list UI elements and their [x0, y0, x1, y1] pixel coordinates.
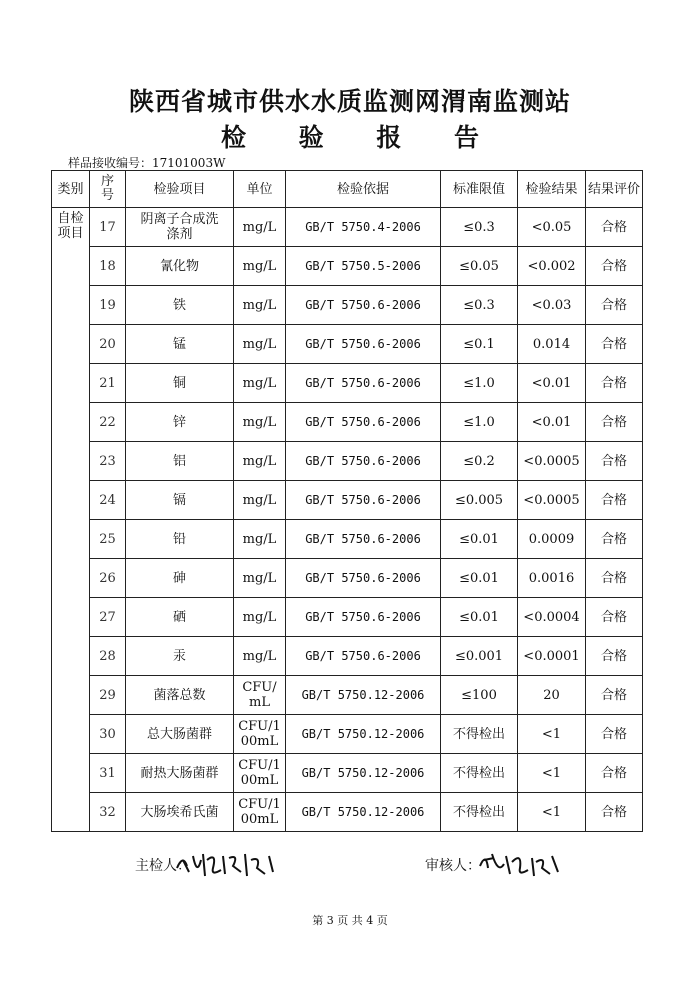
row-evaluation: 合格 — [586, 715, 643, 754]
table-row — [52, 637, 643, 676]
row-unit: CFU/100mL — [234, 715, 286, 754]
row-unit: mg/L — [234, 481, 286, 520]
row-evaluation: 合格 — [586, 325, 643, 364]
row-basis: GB/T 5750.6-2006 — [286, 403, 441, 442]
row-evaluation: 合格 — [586, 286, 643, 325]
row-limit: ≤0.2 — [441, 442, 518, 481]
row-evaluation: 合格 — [586, 676, 643, 715]
row-basis: GB/T 5750.12-2006 — [286, 676, 441, 715]
inspection-table — [51, 170, 643, 832]
row-item: 耐热大肠菌群 — [126, 754, 234, 793]
row-result: <0.05 — [518, 208, 586, 247]
table-row — [52, 481, 643, 520]
row-unit: mg/L — [234, 286, 286, 325]
row-result: <0.0004 — [518, 598, 586, 637]
table-row — [52, 598, 643, 637]
row-evaluation: 合格 — [586, 481, 643, 520]
row-item: 阴离子合成洗涤剂 — [126, 208, 234, 247]
row-item: 氰化物 — [126, 247, 234, 286]
row-item: 铅 — [126, 520, 234, 559]
row-evaluation: 合格 — [586, 403, 643, 442]
row-unit: mg/L — [234, 364, 286, 403]
report-title: 陕西省城市供水水质监测网渭南监测站 — [128, 87, 571, 116]
category-label: 自检 — [57, 211, 84, 226]
row-unit: mg/L — [234, 247, 286, 286]
row-limit: ≤0.3 — [441, 286, 518, 325]
row-basis: GB/T 5750.12-2006 — [286, 715, 441, 754]
table-row — [52, 208, 643, 247]
row-item: 铝 — [126, 442, 234, 481]
row-unit: mg/L — [234, 403, 286, 442]
row-basis: GB/T 5750.6-2006 — [286, 286, 441, 325]
row-limit: ≤1.0 — [441, 403, 518, 442]
row-number: 28 — [90, 637, 126, 676]
row-result: <0.0001 — [518, 637, 586, 676]
row-result: 20 — [518, 676, 586, 715]
row-unit: mg/L — [234, 442, 286, 481]
row-result: 0.0016 — [518, 559, 586, 598]
row-result: <0.002 — [518, 247, 586, 286]
row-basis: GB/T 5750.6-2006 — [286, 559, 441, 598]
table-row — [52, 442, 643, 481]
header-item: 检验项目 — [126, 171, 234, 208]
row-number: 30 — [90, 715, 126, 754]
row-result: 0.014 — [518, 325, 586, 364]
header-number: 序号 — [90, 171, 126, 208]
table-row — [52, 247, 643, 286]
row-number: 17 — [90, 208, 126, 247]
row-limit: ≤0.005 — [441, 481, 518, 520]
row-number: 29 — [90, 676, 126, 715]
table-row — [52, 715, 643, 754]
row-item: 菌落总数 — [126, 676, 234, 715]
category-cell — [52, 208, 90, 832]
row-limit: ≤0.1 — [441, 325, 518, 364]
row-limit: ≤1.0 — [441, 364, 518, 403]
table-row — [52, 676, 643, 715]
row-limit: ≤0.01 — [441, 520, 518, 559]
row-unit: mg/L — [234, 325, 286, 364]
row-result: <0.03 — [518, 286, 586, 325]
row-number: 25 — [90, 520, 126, 559]
row-result: 0.0009 — [518, 520, 586, 559]
row-number: 26 — [90, 559, 126, 598]
table-body — [52, 208, 643, 832]
row-result: <0.01 — [518, 364, 586, 403]
row-number: 21 — [90, 364, 126, 403]
row-limit: ≤100 — [441, 676, 518, 715]
row-number: 22 — [90, 403, 126, 442]
header-unit: 单位 — [234, 171, 286, 208]
row-unit: mg/L — [234, 559, 286, 598]
table-row — [52, 793, 643, 832]
row-number: 19 — [90, 286, 126, 325]
row-number: 27 — [90, 598, 126, 637]
row-limit: 不得检出 — [441, 793, 518, 832]
row-limit: ≤0.01 — [441, 598, 518, 637]
row-evaluation: 合格 — [586, 442, 643, 481]
row-limit: ≤0.001 — [441, 637, 518, 676]
row-basis: GB/T 5750.12-2006 — [286, 793, 441, 832]
row-unit: CFU/100mL — [234, 793, 286, 832]
row-evaluation: 合格 — [586, 247, 643, 286]
row-unit: mg/L — [234, 598, 286, 637]
header-basis: 检验依据 — [286, 171, 441, 208]
row-basis: GB/T 5750.6-2006 — [286, 364, 441, 403]
row-limit: 不得检出 — [441, 754, 518, 793]
page-number: 第 3 页 共 4 页 — [312, 914, 388, 927]
row-basis: GB/T 5750.6-2006 — [286, 442, 441, 481]
row-basis: GB/T 5750.12-2006 — [286, 754, 441, 793]
row-number: 24 — [90, 481, 126, 520]
header-limit: 标准限值 — [441, 171, 518, 208]
table-row — [52, 754, 643, 793]
row-unit: mg/L — [234, 208, 286, 247]
row-limit: ≤0.05 — [441, 247, 518, 286]
row-result: <1 — [518, 754, 586, 793]
row-item: 锰 — [126, 325, 234, 364]
row-item: 铜 — [126, 364, 234, 403]
row-basis: GB/T 5750.4-2006 — [286, 208, 441, 247]
row-basis: GB/T 5750.6-2006 — [286, 481, 441, 520]
row-result: <1 — [518, 793, 586, 832]
row-unit: mg/L — [234, 637, 286, 676]
reviewer-label: 审核人： — [425, 858, 481, 874]
row-result: <0.01 — [518, 403, 586, 442]
reviewer-signature — [476, 846, 566, 884]
table-row — [52, 403, 643, 442]
row-item: 总大肠菌群 — [126, 715, 234, 754]
row-unit: CFU/100mL — [234, 754, 286, 793]
row-number: 32 — [90, 793, 126, 832]
header-result: 检验结果 — [518, 171, 586, 208]
row-result: <0.0005 — [518, 481, 586, 520]
row-limit: ≤0.01 — [441, 559, 518, 598]
table-header-row — [52, 171, 643, 208]
row-item: 硒 — [126, 598, 234, 637]
report-subtitle: 检 验 报 告 — [220, 123, 502, 152]
header-category: 类别 — [52, 171, 90, 208]
row-result: <0.0005 — [518, 442, 586, 481]
row-item: 汞 — [126, 637, 234, 676]
row-number: 20 — [90, 325, 126, 364]
row-limit: ≤0.3 — [441, 208, 518, 247]
row-item: 镉 — [126, 481, 234, 520]
row-item: 砷 — [126, 559, 234, 598]
table-row — [52, 520, 643, 559]
row-basis: GB/T 5750.5-2006 — [286, 247, 441, 286]
row-basis: GB/T 5750.6-2006 — [286, 520, 441, 559]
row-result: <1 — [518, 715, 586, 754]
row-item: 锌 — [126, 403, 234, 442]
row-unit: CFU/mL — [234, 676, 286, 715]
row-basis: GB/T 5750.6-2006 — [286, 325, 441, 364]
category-label: 项目 — [57, 226, 84, 241]
row-number: 18 — [90, 247, 126, 286]
row-evaluation: 合格 — [586, 520, 643, 559]
row-item: 铁 — [126, 286, 234, 325]
row-basis: GB/T 5750.6-2006 — [286, 637, 441, 676]
row-evaluation: 合格 — [586, 598, 643, 637]
row-evaluation: 合格 — [586, 754, 643, 793]
inspector-signature — [173, 846, 283, 884]
row-basis: GB/T 5750.6-2006 — [286, 598, 441, 637]
row-number: 31 — [90, 754, 126, 793]
row-evaluation: 合格 — [586, 364, 643, 403]
table-row — [52, 559, 643, 598]
row-item: 大肠埃希氏菌 — [126, 793, 234, 832]
row-number: 23 — [90, 442, 126, 481]
header-evaluation: 结果评价 — [586, 171, 643, 208]
table-row — [52, 364, 643, 403]
row-evaluation: 合格 — [586, 208, 643, 247]
row-evaluation: 合格 — [586, 637, 643, 676]
inspector-label: 主检人： — [135, 858, 191, 874]
row-unit: mg/L — [234, 520, 286, 559]
table-row — [52, 325, 643, 364]
table-row — [52, 286, 643, 325]
row-evaluation: 合格 — [586, 559, 643, 598]
sample-number: 样品接收编号：17101003W — [68, 156, 226, 170]
row-evaluation: 合格 — [586, 793, 643, 832]
row-limit: 不得检出 — [441, 715, 518, 754]
